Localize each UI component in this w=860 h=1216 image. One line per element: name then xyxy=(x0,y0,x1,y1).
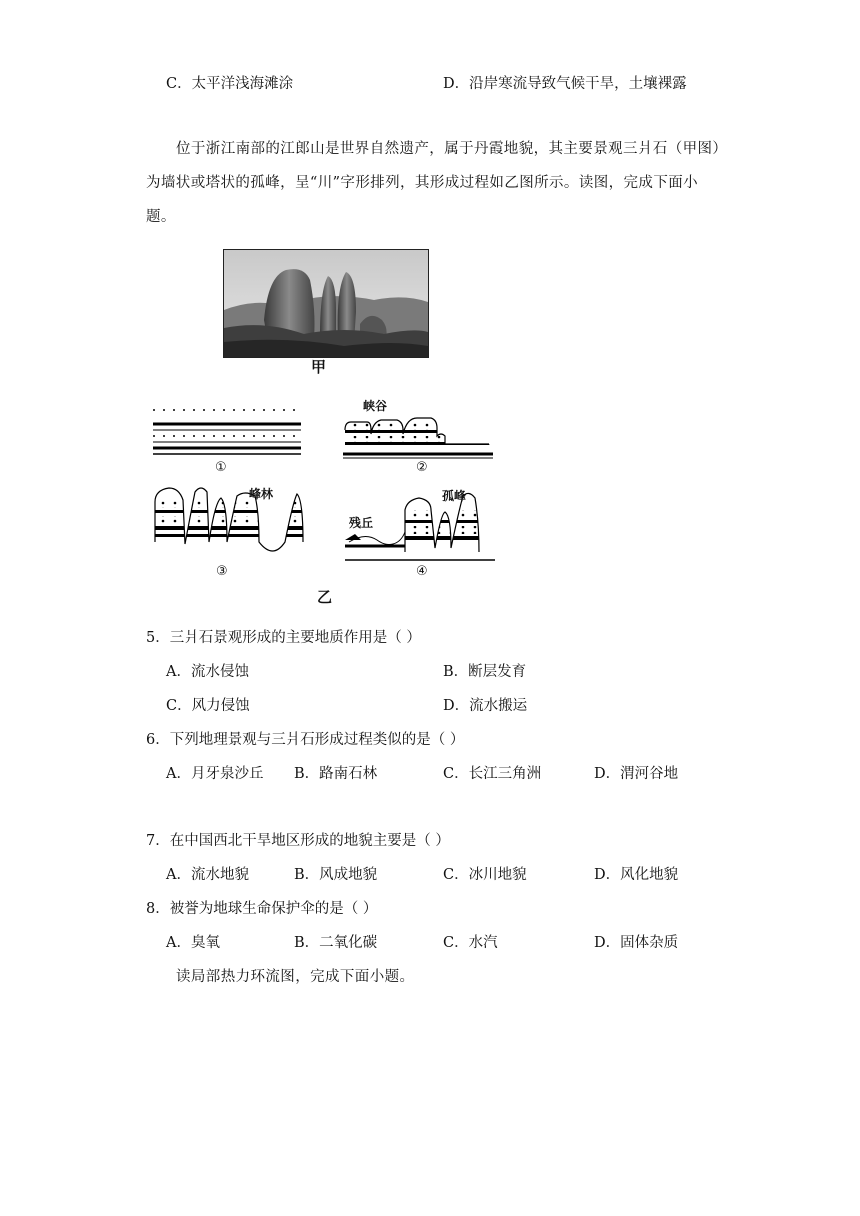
figure-jia-caption: 甲 xyxy=(311,358,327,376)
question-7-option-c[interactable]: C．冰川地貌 xyxy=(443,867,527,883)
stage-label-2: ② xyxy=(416,460,428,475)
stage-label-1: ① xyxy=(215,460,227,475)
question-8-option-b[interactable]: B．二氧化碳 xyxy=(294,935,378,951)
question-5-option-a[interactable]: A．流水侵蚀 xyxy=(166,664,249,680)
label-fenglin: 峰林 xyxy=(249,487,274,501)
question-7-stem: 7．在中国西北干旱地区形成的地貌主要是（ ） xyxy=(146,833,450,849)
label-xiagu: 峡谷 xyxy=(363,399,388,413)
formation-diagram xyxy=(145,392,505,582)
question-8-option-a[interactable]: A．臭氧 xyxy=(166,935,220,951)
intro-paragraph xyxy=(146,132,728,234)
prev-option-c: C．太平洋浅海滩涂 xyxy=(166,76,294,92)
intro-line-2: 为墙状或塔状的孤峰，呈“川”字形排列，其形成过程如乙图所示。读图，完成下面小 xyxy=(146,175,699,191)
question-7-option-d[interactable]: D．风化地貌 xyxy=(594,867,679,883)
intro-line-3: 题。 xyxy=(146,209,176,225)
stage-label-3: ③ xyxy=(216,564,228,579)
question-6-stem: 6．下列地理景观与三爿石形成过程类似的是（ ） xyxy=(146,732,465,748)
figure-yi-caption: 乙 xyxy=(317,588,333,606)
question-5-option-d[interactable]: D．流水搬运 xyxy=(443,698,528,714)
question-6-option-d[interactable]: D．渭河谷地 xyxy=(594,766,679,782)
question-6-option-c[interactable]: C．长江三角洲 xyxy=(443,766,542,782)
stage-2-layers xyxy=(343,418,495,458)
intro-line-1: 位于浙江南部的江郎山是世界自然遗产，属于丹霞地貌，其主要景观三爿石（甲图） xyxy=(176,141,728,157)
question-5-option-c[interactable]: C．风力侵蚀 xyxy=(166,698,250,714)
question-8-option-d[interactable]: D．固体杂质 xyxy=(594,935,679,951)
stage-1-layers xyxy=(153,410,301,454)
stage-label-4: ④ xyxy=(416,564,428,579)
question-6-option-b[interactable]: B．路南石林 xyxy=(294,766,378,782)
stage-3-layers xyxy=(153,488,305,551)
photo-sanpanshi xyxy=(223,249,429,358)
question-8-option-c[interactable]: C．水汽 xyxy=(443,935,498,951)
question-5-option-b[interactable]: B．断层发育 xyxy=(443,664,527,680)
prev-option-d: D．沿岸寒流导致气候干旱，土壤裸露 xyxy=(443,76,687,92)
label-gufeng: 孤峰 xyxy=(442,489,467,503)
question-5-stem: 5．三爿石景观形成的主要地质作用是（ ） xyxy=(146,630,421,646)
question-7-option-b[interactable]: B．风成地貌 xyxy=(294,867,378,883)
question-8-stem: 8．被誉为地球生命保护伞的是（ ） xyxy=(146,901,378,917)
label-canqiu: 残丘 xyxy=(349,516,374,530)
question-6-option-a[interactable]: A．月牙泉沙丘 xyxy=(166,766,264,782)
outro-text: 读局部热力环流图，完成下面小题。 xyxy=(176,969,415,985)
question-7-option-a[interactable]: A．流水地貌 xyxy=(166,867,249,883)
photo-sanpanshi-drawing xyxy=(224,250,428,357)
